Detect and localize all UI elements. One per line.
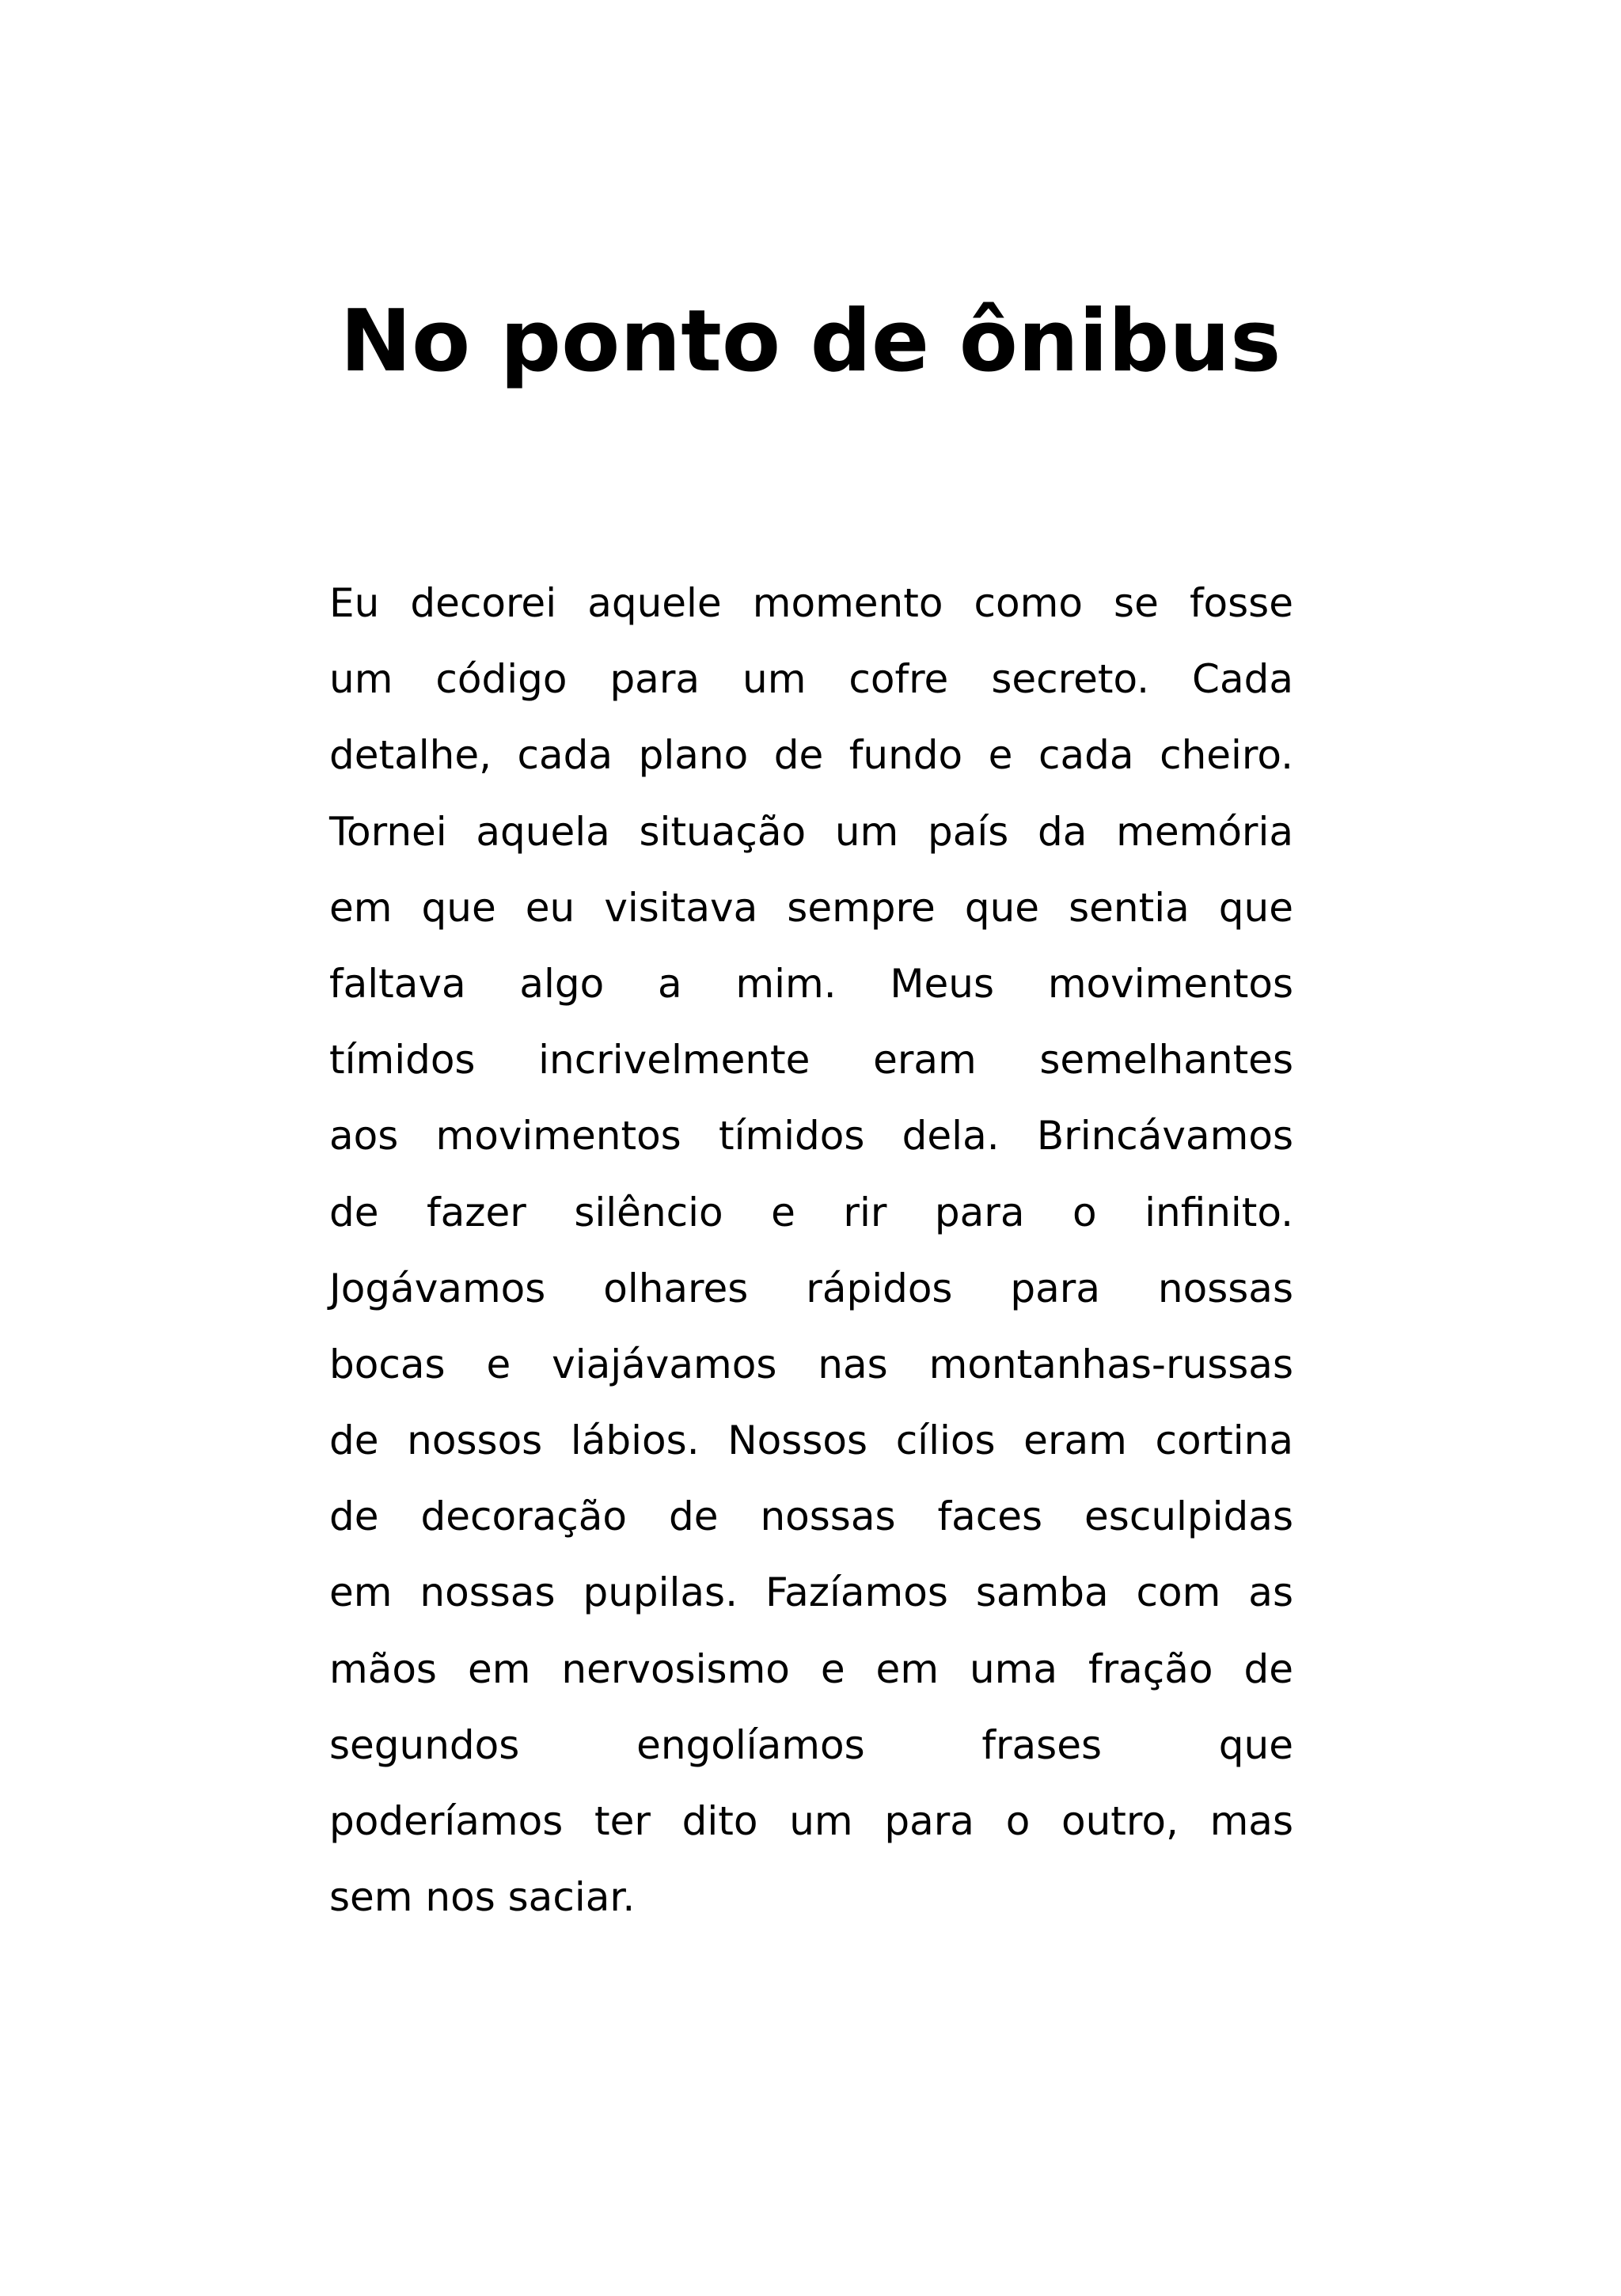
paragraph-line: em que eu visitava sempre que sentia que bbox=[329, 884, 1293, 931]
paragraph-line: de nossos lábios. Nossos cílios eram cortina bbox=[329, 1417, 1293, 1464]
paragraph-line: Jogávamos olhares rápidos para nossas bbox=[329, 1265, 1293, 1311]
body-paragraph bbox=[329, 565, 1293, 1935]
paragraph-line: sem nos saciar. bbox=[329, 1874, 636, 1921]
paragraph-line: segundos engolíamos frases que bbox=[329, 1721, 1293, 1768]
paragraph-line: mãos em nervosismo e em uma fração de bbox=[329, 1645, 1293, 1692]
paragraph-line: bocas e viajávamos nas montanhas-russas bbox=[329, 1341, 1293, 1387]
paragraph-line: detalhe, cada plano de fundo e cada cheiro. bbox=[329, 732, 1293, 779]
paragraph-line: poderíamos ter dito um para o outro, mas bbox=[329, 1798, 1293, 1844]
paragraph-line: aos movimentos tímidos dela. Brincávamos bbox=[329, 1113, 1293, 1159]
paragraph-line: de decoração de nossas faces esculpidas bbox=[329, 1493, 1293, 1540]
paragraph-line: de fazer silêncio e rir para o infinito. bbox=[329, 1189, 1293, 1235]
paragraph-line: Eu decorei aquele momento como se fosse bbox=[329, 580, 1293, 626]
paragraph-line: tímidos incrivelmente eram semelhantes bbox=[329, 1037, 1293, 1083]
paragraph-line: em nossas pupilas. Fazíamos samba com as bbox=[329, 1569, 1293, 1616]
paragraph-line: faltava algo a mim. Meus movimentos bbox=[329, 960, 1293, 1007]
document-title: No ponto de ônibus bbox=[340, 292, 1281, 391]
paragraph-line: Tornei aquela situação um país da memória bbox=[329, 808, 1293, 855]
paragraph-line: um código para um cofre secreto. Cada bbox=[329, 656, 1293, 703]
